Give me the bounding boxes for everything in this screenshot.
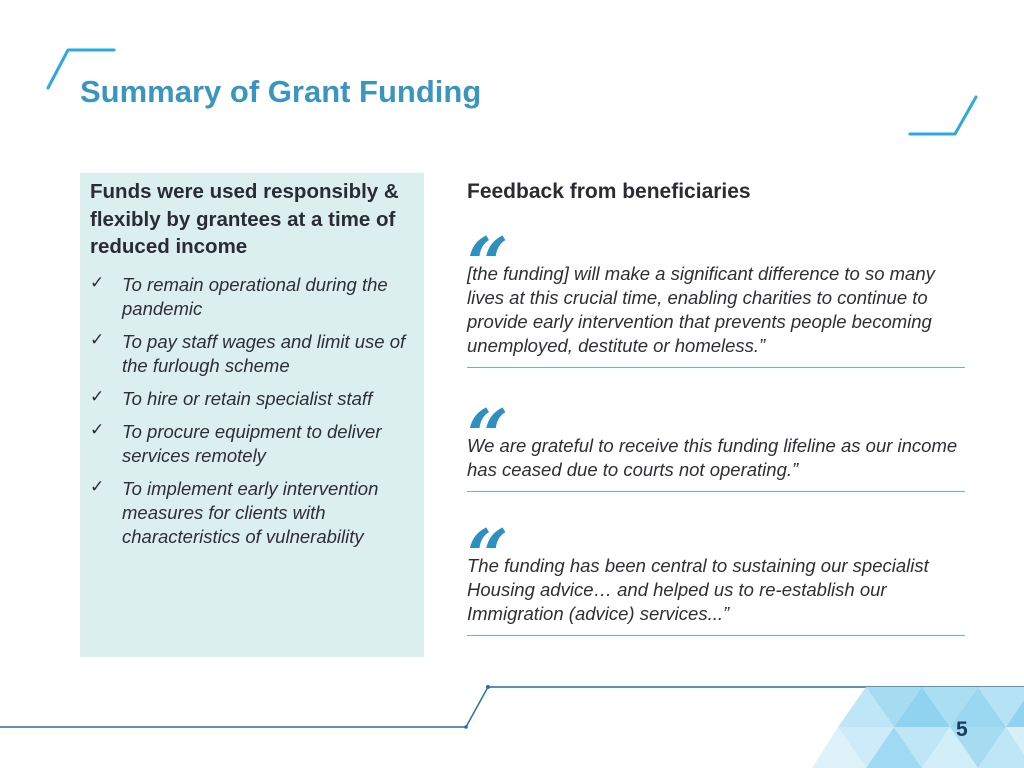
list-item [90,273,414,321]
check-icon: ✓ [90,386,105,406]
quote-mark-icon: “ [467,513,509,598]
feedback-quote [467,393,965,492]
list-item-text: To procure equipment to deliver services remotely [122,420,382,466]
triangle-pattern [812,687,1024,768]
quote-text: We are grateful to receive this funding lifeline as our income has ceased due to courts not operating.” [467,435,958,480]
check-icon: ✓ [90,272,105,292]
feedback-heading: Feedback from beneficiaries [467,180,751,203]
top-right-bracket [910,97,976,134]
feedback-quote [467,513,965,636]
feedback-quote [467,221,965,368]
funds-summary-heading: Funds were used responsibly & flexibly by grantees at a time of reduced income [90,180,399,258]
list-item [90,477,414,549]
check-icon: ✓ [90,329,105,349]
funds-summary-panel [80,173,424,657]
list-item [90,330,414,378]
quote-text: The funding has been central to sustaining our specialist Housing advice… and helped us to re-establish our Immigration (advice) services...” [467,555,929,624]
list-item [90,420,414,468]
list-item-text: To hire or retain specialist staff [122,387,373,409]
page-number: 5 [956,718,968,741]
quote-text: [the funding] will make a significant difference to so many lives at this crucial time, enabling charities to continue to provide early intervention that prevents people becoming unemployed, destitute or homeless.” [467,263,935,356]
funds-use-list [90,273,414,549]
list-item [90,387,414,411]
list-item-text: To remain operational during the pandemic [122,273,388,319]
check-icon: ✓ [90,419,105,439]
list-item-text: To pay staff wages and limit use of the furlough scheme [122,330,406,376]
quote-divider [467,367,965,368]
check-icon: ✓ [90,476,105,496]
slide-title: Summary of Grant Funding [80,74,482,109]
quote-divider [467,491,965,492]
quote-mark-icon: “ [467,221,509,306]
list-item-text: To implement early intervention measures for clients with characteristics of vulnerability [122,477,379,547]
quote-mark-icon: “ [467,393,509,478]
quote-divider [467,635,965,636]
